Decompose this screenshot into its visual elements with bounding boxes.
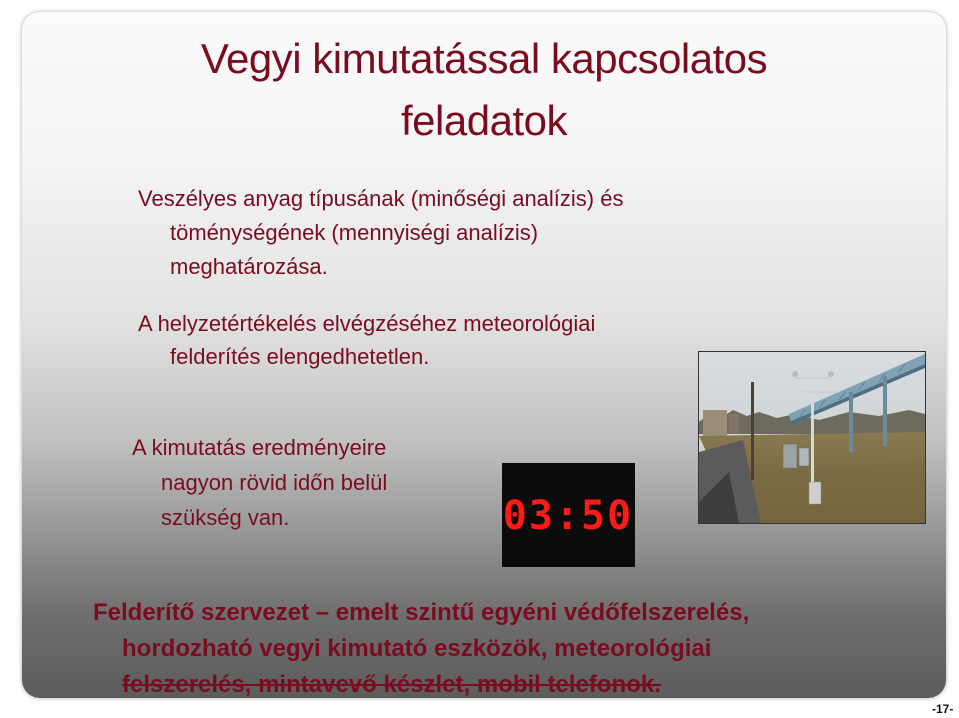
paragraph-2-line1: A helyzetértékelés elvégzéséhez meteorológiai bbox=[138, 311, 596, 336]
paragraph-1-line1: Veszélyes anyag típusának (minőségi analízis) és bbox=[138, 186, 624, 211]
bottom-line1: Felderítő szervezet – emelt szintű egyéni védőfelszerelés, bbox=[93, 599, 750, 626]
slide-title-line1: Vegyi kimutatással kapcsolatos bbox=[200, 35, 768, 82]
paragraph-3-line3: szükség van. bbox=[161, 505, 290, 530]
weather-station-photo bbox=[698, 351, 926, 524]
paragraph-3-line1: A kimutatás eredményeire bbox=[132, 435, 387, 460]
clock-time-text: 03:50 bbox=[502, 493, 634, 539]
bottom-line3: felszerelés, mintavevő készlet, mobil telefonok. bbox=[122, 671, 661, 698]
paragraph-3-line2: nagyon rövid időn belül bbox=[161, 470, 388, 495]
page-number: -17- bbox=[932, 702, 954, 716]
bottom-line2: hordozható vegyi kimutató eszközök, meteorológiai bbox=[122, 635, 712, 662]
paragraph-2-line2: felderítés elengedhetetlen. bbox=[170, 344, 430, 369]
digital-clock-display bbox=[502, 463, 635, 567]
paragraph-1-line3: meghatározása. bbox=[170, 254, 328, 279]
slide-title-line2: feladatok bbox=[401, 97, 567, 144]
slide bbox=[22, 12, 946, 698]
paragraph-1-line2: töménységének (mennyiségi analízis) bbox=[170, 220, 539, 245]
